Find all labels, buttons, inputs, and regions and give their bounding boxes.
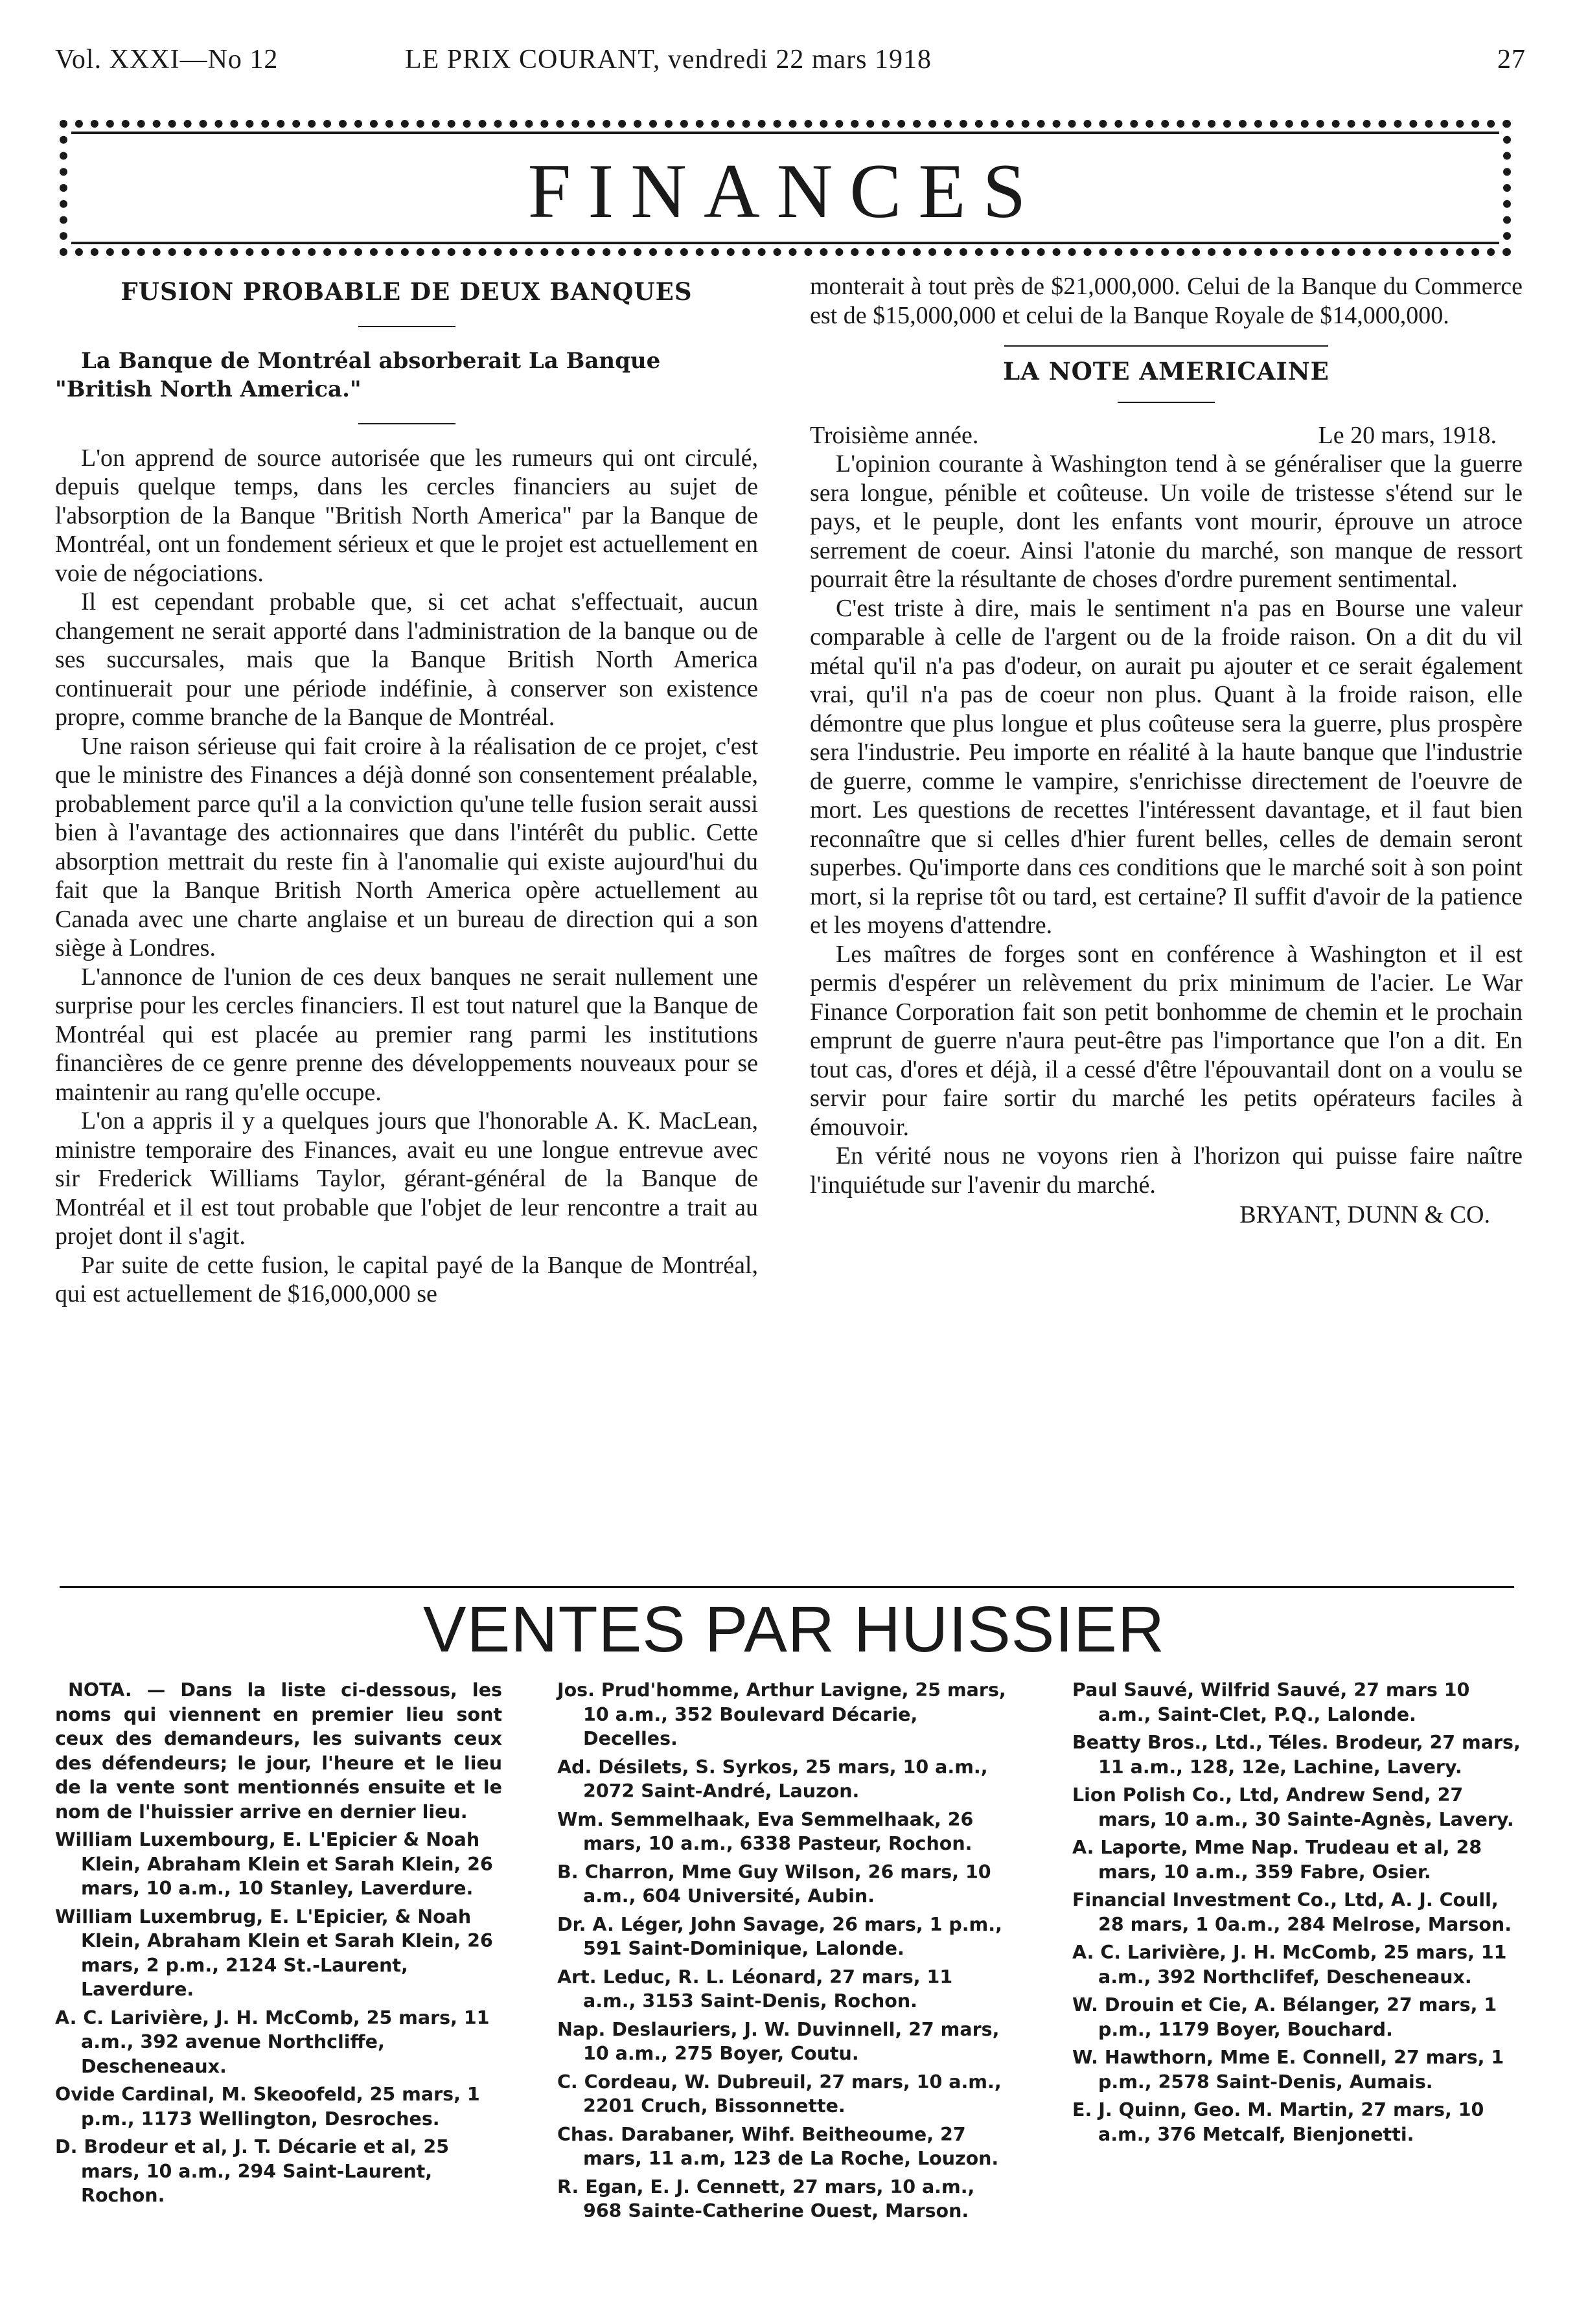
running-head xyxy=(55,44,1526,96)
list-item: Paul Sauvé, Wilfrid Sauvé, 27 mars 10 a.m., Saint-Clet, P.Q., Lalonde. xyxy=(1072,1679,1470,1725)
article-paragraph: L'on a appris il y a quelques jours que l'honorable A. K. MacLean, ministre temporaire des Finances, avait eu une longue entrevue avec sir Frederick Williams Taylor, gérant-général de la Banque de Montréal et il est tout probable que l'objet de leur rencontre a trait au projet dont il s'agit. xyxy=(55,1107,758,1250)
article-paragraph: L'annonce de l'union de ces deux banques ne serait nullement une surprise pour les cercles financiers. Il est tout naturel que la Banque de Montréal qui est placée au premier rang parmi les institutions financières de ce genre prenne des développements nouveaux pour se maintenir au rang qu'elle occupe. xyxy=(55,963,758,1106)
divider xyxy=(1004,345,1328,347)
list-item: Financial Investment Co., Ltd, A. J. Coull, 28 mars, 1 0a.m., 284 Melrose, Marson. xyxy=(1072,1889,1512,1935)
article-signature: BRYANT, DUNN & CO. xyxy=(1239,1201,1490,1228)
list-item: Nap. Deslauriers, J. W. Duvinnell, 27 mars, 10 a.m., 275 Boyer, Coutu. xyxy=(557,2018,1000,2064)
article-paragraph: Une raison sérieuse qui fait croire à la réalisation de ce projet, c'est que le ministre des Finances a déjà donné son consentement préalable, probablement parce qu'il a la conviction qu'une telle fusion serait aussi bien à l'avantage des actionnaires que dans l'intérêt du public. Cette absorption mettrait du reste fin à l'anomalie qui existe aujourd'hui du fait que la Banque British North America opère actuellement au Canada avec une charte anglaise et un bureau de direction qui a son siège à Londres. xyxy=(55,732,758,961)
article-paragraph: Il est cependant probable que, si cet achat s'effectuait, aucun changement ne serait apporté dans l'administration de la banque ou de ses succursales, mais que la Banque British North America continuerait pour une période indéfinie, à conserver son existence propre, comme branche de la Banque de Montréal. xyxy=(55,588,758,731)
section-title-ventes: VENTES PAR HUISSIER xyxy=(422,1593,1166,1666)
article-headline: FUSION PROBABLE DE DEUX BANQUES xyxy=(121,277,693,306)
article-paragraph: Les maîtres de forges sont en conférence à Washington et il est permis d'espérer un relèvement du prix minimum de l'acier. Le War Finance Corporation fait son petit bonhomme de chemin et le prochain emprunt de guerre n'aura peut-être pas l'importance que l'on a dit. En tout cas, d'ores et déjà, il a cessé d'être l'épouvantail dont on a voulu se servir pour faire sortir du marché les petits opérateurs faciles à émouvoir. xyxy=(810,940,1523,1141)
list-item: R. Egan, E. J. Cennett, 27 mars, 10 a.m., 968 Sainte-Catherine Ouest, Marson. xyxy=(557,2176,975,2222)
article-dateline xyxy=(810,421,1523,450)
article-column-left xyxy=(55,272,758,1309)
list-item: W. Drouin et Cie, A. Bélanger, 27 mars, 1 p.m., 1179 Boyer, Bouchard. xyxy=(1072,1994,1497,2040)
list-item: A. C. Larivière, J. H. McComb, 25 mars, 11 a.m., 392 Northclifef, Descheneaux. xyxy=(1072,1942,1507,1988)
article-subhead: La Banque de Montréal absorberait La Banque "British North America." xyxy=(55,347,661,402)
list-item: Wm. Semmelhaak, Eva Semmelhaak, 26 mars, 10 a.m., 6338 Pasteur, Rochon. xyxy=(557,1808,974,1854)
dateline-year: Troisième année. xyxy=(810,421,979,449)
article-headline: LA NOTE AMERICAINE xyxy=(1003,357,1329,385)
section-divider xyxy=(60,1586,1514,1588)
sales-list-column xyxy=(55,1678,502,2212)
list-item: Art. Leduc, R. L. Léonard, 27 mars, 11 a.m., 3153 Saint-Denis, Rochon. xyxy=(557,1966,953,2012)
list-item: Beatty Bros., Ltd., Téles. Brodeur, 27 mars, 11 a.m., 128, 12e, Lachine, Lavery. xyxy=(1072,1732,1521,1778)
article-column-right xyxy=(810,272,1523,1230)
banner-frame xyxy=(71,132,1499,244)
sales-list-column xyxy=(557,1678,1011,2227)
list-item: Jos. Prud'homme, Arthur Lavigne, 25 mars, 10 a.m., 352 Boulevard Décarie, Decelles. xyxy=(557,1679,1006,1749)
list-item: B. Charron, Mme Guy Wilson, 26 mars, 10 a.m., 604 Université, Aubin. xyxy=(557,1861,991,1907)
list-item: Lion Polish Co., Ltd, Andrew Send, 27 mars, 10 a.m., 30 Sainte-Agnès, Lavery. xyxy=(1072,1784,1514,1830)
divider xyxy=(1118,402,1215,403)
page-number: 27 xyxy=(1497,45,1526,75)
divider xyxy=(358,326,455,327)
list-item: Ovide Cardinal, M. Skeoofeld, 25 mars, 1 p.m., 1173 Wellington, Desroches. xyxy=(55,2084,480,2130)
volume-number: Vol. XXXI—No 12 xyxy=(55,45,279,75)
section-title: FINANCES xyxy=(527,148,1043,234)
article-paragraph: C'est triste à dire, mais le sentiment n'a pas en Bourse une valeur comparable à celle de l'argent ou de la froide raison. On a dit du vil métal qu'il n'a pas d'odeur, on aurait pu ajouter et ce serait également vrai, qu'il n'a pas de coeur non plus. Quant à la froide raison, elle démontre que plus longue et plus coûteuse sera la guerre, plus prospère sera l'industrie. Peu importe en réalité à la haute banque que l'industrie de guerre, comme le vampire, s'enrichisse directement de l'oeuvre de mort. Les questions de recettes l'intéressent davantage, et il faut bien reconnaître que si celles d'hier furent belles, celles de demain seront superbes. Qu'importe dans ces conditions que le marché soit à son point mort, si la reprise tôt ou tard, est certaine? Il suffit d'avoir de la patience et les moyens d'attendre. xyxy=(810,594,1523,939)
divider xyxy=(358,423,455,424)
publication-dateline: LE PRIX COURANT, vendredi 22 mars 1918 xyxy=(405,45,932,75)
list-item: A. C. Larivière, J. H. McComb, 25 mars, 11 a.m., 392 avenue Northcliffe, Descheneaux. xyxy=(55,2007,490,2077)
article-continuation: monterait à tout près de $21,000,000. Celui de la Banque du Commerce est de $15,000,000 et celui de la Banque Royale de $14,000,000. xyxy=(810,273,1523,329)
article-paragraph: L'on apprend de source autorisée que les rumeurs qui ont circulé, depuis quelque temps, dans les cercles financiers au sujet de l'absorption de la Banque "British North America" par la Banque de Montréal, ont un fondement sérieux et que le projet est actuellement en voie de négociations. xyxy=(55,444,758,587)
list-item: W. Hawthorn, Mme E. Connell, 27 mars, 1 p.m., 2578 Saint-Denis, Aumais. xyxy=(1072,2047,1504,2093)
list-item: Dr. A. Léger, John Savage, 26 mars, 1 p.m., 591 Saint-Dominique, Lalonde. xyxy=(557,1913,1002,1959)
list-item: E. J. Quinn, Geo. M. Martin, 27 mars, 10 a.m., 376 Metcalf, Bienjonetti. xyxy=(1072,2099,1484,2145)
list-item: Chas. Darabaner, Wihf. Beitheoume, 27 mars, 11 a.m, 123 de La Roche, Louzon. xyxy=(557,2123,999,2169)
list-item: Ad. Désilets, S. Syrkos, 25 mars, 10 a.m., 2072 Saint-André, Lauzon. xyxy=(557,1756,988,1802)
dateline-date: Le 20 mars, 1918. xyxy=(1318,421,1497,449)
section-banner xyxy=(60,120,1511,256)
nota-paragraph: NOTA. — Dans la liste ci-dessous, les noms qui viennent en premier lieu sont ceux des demandeurs, les suivants ceux des défendeurs; le jour, l'heure et le lieu de la vente sont mentionnés ensuite et le nom de l'huissier arrive en dernier lieu. xyxy=(55,1679,502,1823)
list-item: William Luxembrug, E. L'Epicier, & Noah Klein, Abraham Klein et Sarah Klein, 26 mars, 2 p.m., 2124 St.-Laurent, Laverdure. xyxy=(55,1905,493,2000)
list-item: William Luxembourg, E. L'Epicier & Noah Klein, Abraham Klein et Sarah Klein, 26 mars, 10 a.m., 10 Stanley, Laverdure. xyxy=(55,1829,493,1899)
sales-list-column xyxy=(1072,1678,1526,2150)
article-paragraph: Par suite de cette fusion, le capital payé de la Banque de Montréal, qui est actuellement de $16,000,000 se xyxy=(55,1251,758,1307)
list-item: A. Laporte, Mme Nap. Trudeau et al, 28 mars, 10 a.m., 359 Fabre, Osier. xyxy=(1072,1837,1482,1883)
article-paragraph: L'opinion courante à Washington tend à se généraliser que la guerre sera longue, pénible et coûteuse. Un voile de tristesse s'étend sur le pays, et le peuple, dont les enfants vont mourir, éprouve un atroce serrement de coeur. Ainsi l'atonie du marché, son manque de ressort pourrait être la résultante de choses d'ordre purement sentimental. xyxy=(810,450,1523,593)
list-item: D. Brodeur et al, J. T. Décarie et al, 25 mars, 10 a.m., 294 Saint-Laurent, Rochon. xyxy=(55,2136,450,2206)
list-item: C. Cordeau, W. Dubreuil, 27 mars, 10 a.m., 2201 Cruch, Bissonnette. xyxy=(557,2071,1002,2117)
article-paragraph: En vérité nous ne voyons rien à l'horizon qui puisse faire naître l'inquiétude sur l'avenir du marché. xyxy=(810,1142,1523,1199)
